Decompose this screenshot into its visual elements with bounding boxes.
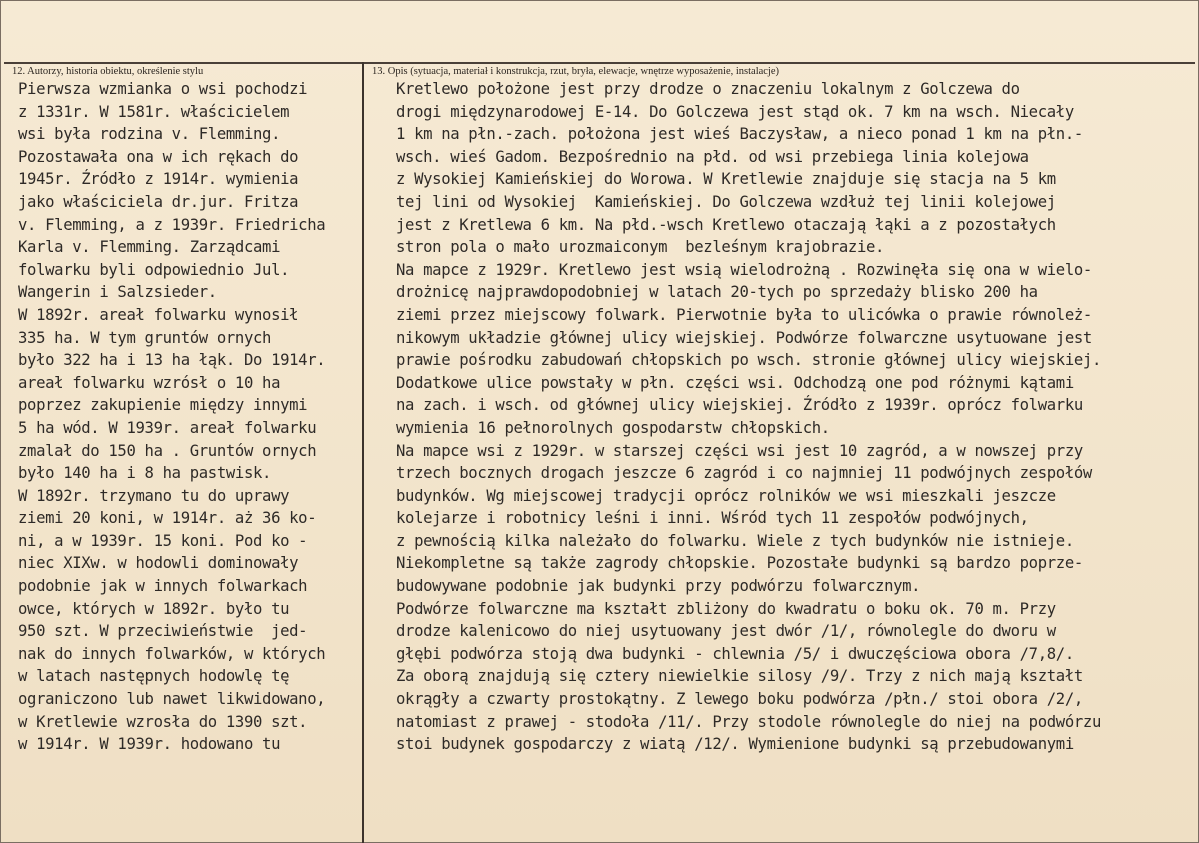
text-line: W 1892r. areał folwarku wynosił: [18, 305, 299, 324]
text-line: Karla v. Flemming. Zarządcami: [18, 238, 281, 257]
text-line: drodze kalenicowo do niej usytuowany jest dwór /1/, równolegle do dworu w: [396, 622, 1056, 641]
text-line: z pewnością kilka należało do folwarku. Wiele z tych budynków nie istnieje.: [396, 531, 1074, 550]
text-line: Niekompletne są także zagrody chłopskie. Pozostałe budynki są bardzo poprze-: [396, 554, 1083, 573]
text-line: owce, których w 1892r. było tu: [18, 599, 290, 618]
column-divider: [362, 62, 364, 843]
text-line: budynków. Wg miejscowej tradycji oprócz rolników we wsi mieszkali jeszcze: [396, 486, 1056, 505]
text-line: Na mapce wsi z 1929r. w starszej części wsi jest 10 zagród, a w nowszej przy: [396, 441, 1083, 460]
text-line: Wangerin i Salzsieder.: [18, 283, 217, 302]
text-line: w Kretlewie wzrosła do 1390 szt.: [18, 712, 308, 731]
text-line: w latach następnych hodowlę tę: [18, 667, 290, 686]
text-line: Za oborą znajdują się cztery niewielkie silosy /9/. Trzy z nich mają kształt: [396, 667, 1083, 686]
text-line: kolejarze i robotnicy leśni i inni. Wśród tych 11 zespołów podwójnych,: [396, 509, 1029, 528]
text-line: v. Flemming, a z 1939r. Friedricha: [18, 215, 326, 234]
text-line: nikowym układzie głównej ulicy wiejskiej. Podwórze folwarczne usytuowane jest: [396, 328, 1092, 347]
text-line: na zach. i wsch. od głównej ulicy wiejskiej. Źródło z 1939r. oprócz folwarku: [396, 396, 1083, 415]
text-line: budowywane podobnie jak budynki przy podwórzu folwarcznym.: [396, 577, 921, 596]
text-line: w 1914r. W 1939r. hodowano tu: [18, 735, 281, 754]
text-line: było 140 ha i 8 ha pastwisk.: [18, 464, 272, 483]
text-line: 5 ha wód. W 1939r. areał folwarku: [18, 418, 317, 437]
right-column-heading: 13. Opis (sytuacja, materiał i konstrukcja, rzut, bryła, elewacje, wnętrze wyposażenie, instalacje): [372, 66, 780, 77]
text-line: z 1331r. W 1581r. właścicielem: [18, 102, 290, 121]
text-line: Na mapce z 1929r. Kretlewo jest wsią wielodrożną . Rozwinęła się ona w wielo-: [396, 260, 1092, 279]
text-line: z Wysokiej Kamieńskiej do Worowa. W Kretlewie znajduje się stacja na 5 km: [396, 170, 1056, 189]
text-line: Pierwsza wzmianka o wsi pochodzi: [18, 80, 308, 98]
text-line: było 322 ha i 13 ha łąk. Do 1914r.: [18, 351, 326, 370]
text-line: okrągły a czwarty prostokątny. Z lewego boku podwórza /płn./ stoi obora /2/,: [396, 690, 1083, 709]
text-line: 950 szt. W przeciwieństwie jed-: [18, 622, 308, 641]
text-line: Podwórze folwarczne ma kształt zbliżony do kwadratu o boku ok. 70 m. Przy: [396, 599, 1056, 618]
text-line: niec XIXw. w hodowli dominowały: [18, 554, 299, 573]
text-line: trzech bocznych drogach jeszcze 6 zagród i co najmniej 11 podwójnych zespołów: [396, 464, 1092, 483]
text-line: nak do innych folwarków, w których: [18, 644, 326, 663]
text-line: W 1892r. trzymano tu do uprawy: [18, 486, 290, 505]
text-line: 1 km na płn.-zach. położona jest wieś Baczysław, a nieco ponad 1 km na płn.-: [396, 125, 1083, 144]
text-line: prawie pośrodku zabudowań chłopskich po wsch. stronie głównej ulicy wiejskiej.: [396, 351, 1101, 370]
text-line: stoi budynek gospodarczy z wiatą /12/. Wymienione budynki są przebudowanymi: [396, 735, 1074, 754]
text-line: 1945r. Źródło z 1914r. wymienia: [18, 170, 299, 189]
text-line: natomiast z prawej - stodoła /11/. Przy stodole równolegle do niej na podwórzu: [396, 712, 1101, 731]
text-line: jako właściciela dr.jur. Fritza: [18, 192, 299, 211]
text-line: 335 ha. W tym gruntów ornych: [18, 328, 272, 347]
history-text: [18, 78, 358, 756]
text-line: ziemi 20 koni, w 1914r. aż 36 ko-: [18, 509, 317, 528]
text-line: stron pola o mało urozmaiconym bezleśnym krajobrazie.: [396, 238, 885, 257]
text-line: areał folwarku wzrósł o 10 ha: [18, 373, 281, 392]
text-line: Pozostawała ona w ich rękach do: [18, 147, 299, 166]
text-line: folwarku byli odpowiednio Jul.: [18, 260, 290, 279]
text-line: wsi była rodzina v. Flemming.: [18, 125, 281, 144]
text-line: tej lini od Wysokiej Kamieńskiej. Do Golczewa wzdłuż tej linii kolejowej: [396, 192, 1056, 211]
text-line: drogi międzynarodowej E-14. Do Golczewa jest stąd ok. 7 km na wsch. Niecały: [396, 102, 1074, 121]
text-line: ni, a w 1939r. 15 koni. Pod ko -: [18, 531, 308, 550]
text-line: jest z Kretlewa 6 km. Na płd.-wsch Kretlewo otaczają łąki a z pozostałych: [396, 215, 1056, 234]
text-line: drożnicę najprawdopodobniej w latach 20-tych po sprzedaży blisko 200 ha: [396, 283, 1038, 302]
description-text: [396, 78, 1191, 756]
text-line: poprzez zakupienie między innymi: [18, 396, 308, 415]
text-line: wymienia 16 pełnorolnych gospodarstw chłopskich.: [396, 418, 830, 437]
text-line: Dodatkowe ulice powstały w płn. części wsi. Odchodzą one pod różnymi kątami: [396, 373, 1074, 392]
text-line: ograniczono lub nawet likwidowano,: [18, 690, 326, 709]
text-line: zmalał do 150 ha . Gruntów ornych: [18, 441, 317, 460]
text-line: ziemi przez miejscowy folwark. Pierwotnie była to ulicówka o prawie równoleż-: [396, 305, 1092, 324]
header-rule: [4, 62, 1195, 64]
text-line: głębi podwórza stoją dwa budynki - chlewnia /5/ i dwuczęściowa obora /7,8/.: [396, 644, 1074, 663]
text-line: Kretlewo położone jest przy drodze o znaczeniu lokalnym z Golczewa do: [396, 80, 1020, 98]
text-line: podobnie jak w innych folwarkach: [18, 577, 308, 596]
left-column-heading: 12. Autorzy, historia obiektu, określenie stylu: [12, 66, 204, 77]
text-line: wsch. wieś Gadom. Bezpośrednio na płd. od wsi przebiega linia kolejowa: [396, 147, 1029, 166]
